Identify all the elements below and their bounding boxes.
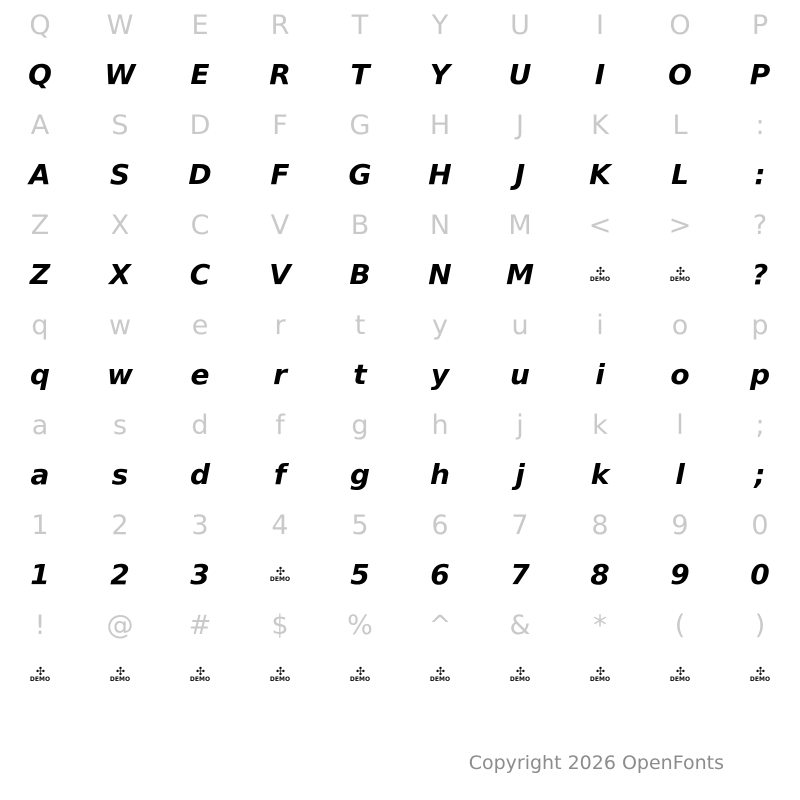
glyph-cell: D — [189, 109, 211, 141]
demo-stamp-glyph — [240, 650, 320, 700]
glyph-cell: o — [670, 358, 690, 391]
glyph-cell: Y — [431, 9, 449, 41]
demo-stamp — [590, 667, 610, 683]
glyph-cell: : — [754, 158, 766, 191]
glyph-cell: u — [510, 358, 530, 391]
glyph-cell: 7 — [511, 509, 529, 541]
demo-burst-icon: ✣ — [675, 665, 685, 678]
demo-stamp — [350, 667, 370, 683]
glyph-cell: g — [349, 458, 371, 491]
glyph-cell: 5 — [351, 509, 369, 541]
glyph-cell: > — [668, 209, 692, 241]
demo-stamp — [270, 567, 290, 583]
glyph-cell: < — [588, 209, 612, 241]
glyph-cell: R — [269, 58, 291, 91]
glyph-cell: V — [270, 209, 290, 241]
glyph-cell: N — [428, 258, 452, 291]
glyph-cell: 2 — [111, 509, 129, 541]
glyph-cell: l — [676, 409, 684, 441]
glyph-cell: r — [273, 358, 287, 391]
glyph-cell: o — [671, 309, 689, 341]
demo-stamp — [30, 667, 50, 683]
demo-stamp — [430, 667, 450, 683]
glyph-cell: y — [432, 309, 448, 341]
glyph-cell: k — [592, 409, 608, 441]
glyph-cell: 0 — [751, 509, 769, 541]
glyph-cell: L — [671, 158, 689, 191]
demo-burst-icon: ✣ — [355, 665, 365, 678]
demo-stamp — [510, 667, 530, 683]
glyph-cell: G — [348, 158, 372, 191]
demo-word: DEMO — [269, 576, 291, 583]
glyph-cell: d — [191, 409, 209, 441]
glyph-cell: * — [593, 609, 607, 641]
glyph-cell: H — [429, 109, 451, 141]
demo-stamp-glyph — [640, 650, 720, 700]
glyph-cell: f — [273, 458, 287, 491]
glyph-cell: t — [353, 358, 367, 391]
glyph-cell: K — [591, 109, 609, 141]
glyph-cell: e — [191, 309, 209, 341]
demo-stamp — [110, 667, 130, 683]
glyph-cell: ! — [34, 609, 46, 641]
demo-word: DEMO — [109, 676, 131, 683]
glyph-cell: J — [516, 109, 524, 141]
glyph-cell: A — [30, 109, 50, 141]
glyph-cell: l — [675, 458, 685, 491]
glyph-cell: Q — [29, 9, 51, 41]
glyph-cell: B — [350, 209, 370, 241]
glyph-cell: W — [106, 9, 134, 41]
glyph-cell: 5 — [350, 558, 370, 591]
demo-stamp — [590, 267, 610, 283]
glyph-cell: ( — [674, 609, 686, 641]
demo-stamp — [270, 667, 290, 683]
demo-burst-icon: ✣ — [35, 665, 45, 678]
glyph-cell: 7 — [510, 558, 530, 591]
demo-stamp — [190, 667, 210, 683]
glyph-cell: 6 — [430, 558, 450, 591]
glyph-cell: E — [191, 9, 209, 41]
glyph-cell: A — [29, 158, 51, 191]
glyph-cell: g — [351, 409, 369, 441]
glyph-cell: K — [589, 158, 611, 191]
glyph-cell: V — [269, 258, 291, 291]
glyph-cell: q — [29, 358, 51, 391]
glyph-cell: 8 — [590, 558, 610, 591]
glyph-cell: T — [351, 9, 369, 41]
glyph-cell: S — [111, 109, 129, 141]
demo-stamp-glyph — [480, 650, 560, 700]
glyph-cell: w — [107, 358, 133, 391]
demo-word: DEMO — [29, 676, 51, 683]
glyph-cell: 1 — [30, 558, 50, 591]
glyph-cell: r — [274, 309, 286, 341]
demo-stamp-glyph — [160, 650, 240, 700]
glyph-cell: 0 — [750, 558, 770, 591]
demo-word: DEMO — [349, 676, 371, 683]
glyph-cell: M — [508, 209, 532, 241]
glyph-cell: a — [30, 458, 50, 491]
demo-stamp — [670, 667, 690, 683]
glyph-cell: # — [188, 609, 212, 641]
glyph-cell: B — [349, 258, 371, 291]
glyph-cell: ? — [751, 258, 769, 291]
glyph-cell: q — [31, 309, 49, 341]
glyph-cell: M — [506, 258, 534, 291]
demo-stamp — [750, 667, 770, 683]
glyph-cell: 3 — [190, 558, 210, 591]
glyph-cell: u — [511, 309, 529, 341]
demo-burst-icon: ✣ — [275, 565, 285, 578]
demo-stamp-glyph — [560, 650, 640, 700]
demo-stamp-glyph — [560, 250, 640, 300]
glyph-cell: t — [354, 309, 366, 341]
glyph-cell: T — [350, 58, 370, 91]
demo-word: DEMO — [669, 276, 691, 283]
glyph-cell: ? — [752, 209, 768, 241]
glyph-cell: i — [595, 358, 605, 391]
glyph-cell: S — [109, 158, 131, 191]
glyph-cell: ; — [754, 458, 766, 491]
glyph-cell: O — [668, 58, 692, 91]
glyph-cell: p — [751, 309, 769, 341]
glyph-cell: 9 — [671, 509, 689, 541]
glyph-cell: C — [190, 209, 210, 241]
glyph-cell: 1 — [31, 509, 49, 541]
demo-word: DEMO — [269, 676, 291, 683]
glyph-cell: h — [430, 458, 450, 491]
glyph-cell: W — [104, 58, 136, 91]
demo-burst-icon: ✣ — [595, 265, 605, 278]
demo-stamp-glyph — [640, 250, 720, 300]
glyph-cell: w — [108, 309, 132, 341]
glyph-cell: s — [111, 458, 129, 491]
demo-word: DEMO — [589, 676, 611, 683]
glyph-cell: Z — [30, 209, 50, 241]
glyph-cell: F — [270, 158, 290, 191]
glyph-cell: j — [515, 458, 525, 491]
glyph-cell: k — [590, 458, 610, 491]
demo-word: DEMO — [429, 676, 451, 683]
demo-word: DEMO — [589, 276, 611, 283]
glyph-cell: Q — [28, 58, 52, 91]
glyph-cell: 2 — [110, 558, 130, 591]
glyph-cell: f — [275, 409, 285, 441]
glyph-cell: E — [190, 58, 210, 91]
glyph-cell: C — [189, 258, 211, 291]
demo-burst-icon: ✣ — [595, 665, 605, 678]
glyph-cell: Z — [29, 258, 51, 291]
glyph-cell: P — [751, 9, 769, 41]
glyph-cell: I — [594, 58, 606, 91]
glyph-cell: X — [109, 258, 131, 291]
glyph-cell: P — [749, 58, 771, 91]
glyph-cell: U — [508, 58, 532, 91]
glyph-cell: H — [428, 158, 452, 191]
glyph-cell: & — [509, 609, 531, 641]
glyph-cell: X — [110, 209, 130, 241]
glyph-cell: L — [672, 109, 688, 141]
glyph-cell: 3 — [191, 509, 209, 541]
glyph-cell: ; — [755, 409, 765, 441]
glyph-cell: a — [31, 409, 49, 441]
demo-stamp-glyph — [80, 650, 160, 700]
demo-burst-icon: ✣ — [675, 265, 685, 278]
demo-burst-icon: ✣ — [115, 665, 125, 678]
demo-word: DEMO — [669, 676, 691, 683]
glyph-cell: h — [431, 409, 449, 441]
demo-burst-icon: ✣ — [195, 665, 205, 678]
glyph-cell: 4 — [271, 509, 289, 541]
glyph-cell: $ — [271, 609, 289, 641]
copyright-notice: Copyright 2026 OpenFonts — [468, 752, 724, 774]
demo-burst-icon: ✣ — [275, 665, 285, 678]
glyph-cell: G — [349, 109, 371, 141]
demo-stamp-glyph — [400, 650, 480, 700]
demo-stamp-glyph — [720, 650, 800, 700]
glyph-cell: i — [596, 309, 604, 341]
glyph-cell: J — [514, 158, 526, 191]
glyph-cell: 6 — [431, 509, 449, 541]
glyph-cell: y — [430, 358, 450, 391]
demo-word: DEMO — [509, 676, 531, 683]
glyph-cell: 9 — [670, 558, 690, 591]
demo-stamp-glyph — [240, 550, 320, 600]
glyph-cell: p — [749, 358, 771, 391]
demo-word: DEMO — [189, 676, 211, 683]
glyph-cell: e — [190, 358, 210, 391]
glyph-cell: F — [272, 109, 288, 141]
glyph-cell: @ — [106, 609, 134, 641]
demo-burst-icon: ✣ — [515, 665, 525, 678]
glyph-cell: R — [270, 9, 290, 41]
demo-stamp-glyph — [320, 650, 400, 700]
glyph-cell: j — [516, 409, 524, 441]
glyph-cell: ) — [754, 609, 766, 641]
demo-burst-icon: ✣ — [435, 665, 445, 678]
glyph-cell: 8 — [591, 509, 609, 541]
glyph-cell: d — [189, 458, 211, 491]
glyph-cell: s — [112, 409, 128, 441]
glyph-cell: : — [755, 109, 765, 141]
glyph-cell: ^ — [428, 609, 452, 641]
demo-stamp-glyph — [0, 650, 80, 700]
glyph-cell: I — [596, 9, 604, 41]
glyph-cell: U — [510, 9, 530, 41]
glyph-cell: O — [669, 9, 691, 41]
demo-word: DEMO — [749, 676, 771, 683]
glyph-cell: % — [347, 609, 373, 641]
glyph-cell: N — [429, 209, 451, 241]
demo-stamp — [670, 267, 690, 283]
glyph-cell: D — [188, 158, 212, 191]
demo-burst-icon: ✣ — [755, 665, 765, 678]
glyph-cell: Y — [429, 58, 451, 91]
